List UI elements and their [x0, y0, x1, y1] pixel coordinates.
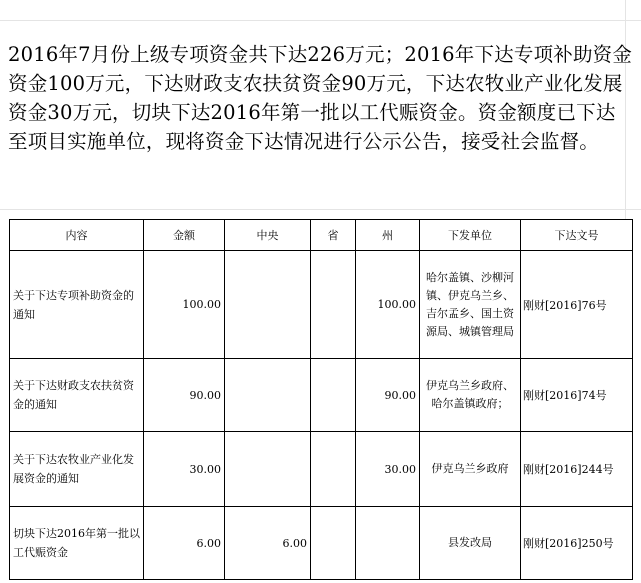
cell-content: 关于下达财政支农扶贫资金的通知 — [10, 359, 144, 432]
cell-province — [311, 251, 356, 359]
cell-amount: 100.00 — [144, 251, 225, 359]
cell-unit: 伊克乌兰乡政府 — [420, 432, 521, 507]
header-state: 州 — [356, 220, 420, 251]
cell-amount: 6.00 — [144, 507, 225, 580]
cell-unit: 伊克乌兰乡政府、哈尔盖镇政府； — [420, 359, 521, 432]
header-province: 省 — [311, 220, 356, 251]
cell-province — [311, 359, 356, 432]
cell-state — [356, 507, 420, 580]
cell-amount: 30.00 — [144, 432, 225, 507]
cell-central — [225, 432, 311, 507]
cell-province — [311, 432, 356, 507]
cell-amount: 90.00 — [144, 359, 225, 432]
header-unit: 下发单位 — [420, 220, 521, 251]
cell-central: 6.00 — [225, 507, 311, 580]
funds-table — [9, 219, 633, 580]
table-header-row — [10, 220, 633, 251]
cell-state: 90.00 — [356, 359, 420, 432]
cell-doc: 刚财[2016]76号 — [521, 251, 633, 359]
header-central: 中央 — [225, 220, 311, 251]
cell-state: 30.00 — [356, 432, 420, 507]
cell-content: 关于下达专项补助资金的通知 — [10, 251, 144, 359]
table-row — [10, 359, 633, 432]
cell-central — [225, 251, 311, 359]
cell-doc: 刚财[2016]244号 — [521, 432, 633, 507]
cell-content: 关于下达农牧业产业化发展资金的通知 — [10, 432, 144, 507]
header-doc: 下达文号 — [521, 220, 633, 251]
cell-content: 切块下达2016年第一批以工代赈资金 — [10, 507, 144, 580]
header-content: 内容 — [10, 220, 144, 251]
cell-state: 100.00 — [356, 251, 420, 359]
cell-doc: 刚财[2016]74号 — [521, 359, 633, 432]
table-row — [10, 507, 633, 580]
notice-paragraph: 2016年7月份上级专项资金共下达226万元；2016年下达专项补助资金资金100万元，下达财政支农扶贫资金90万元，下达农牧业产业化发展资金30万元，切块下达2016年第一批以工代赈资金。资金额度已下达至项目实施单位，现将资金下达情况进行公示公告，接受社会监督。 — [8, 43, 633, 153]
cell-central — [225, 359, 311, 432]
header-amount: 金额 — [144, 220, 225, 251]
cell-unit: 哈尔盖镇、沙柳河镇、伊克乌兰乡、吉尔孟乡、国土资源局、城镇管理局 — [420, 251, 521, 359]
table-row — [10, 432, 633, 507]
cell-province — [311, 507, 356, 580]
cell-unit: 县发改局 — [420, 507, 521, 580]
cell-doc: 刚财[2016]250号 — [521, 507, 633, 580]
table-row — [10, 251, 633, 359]
